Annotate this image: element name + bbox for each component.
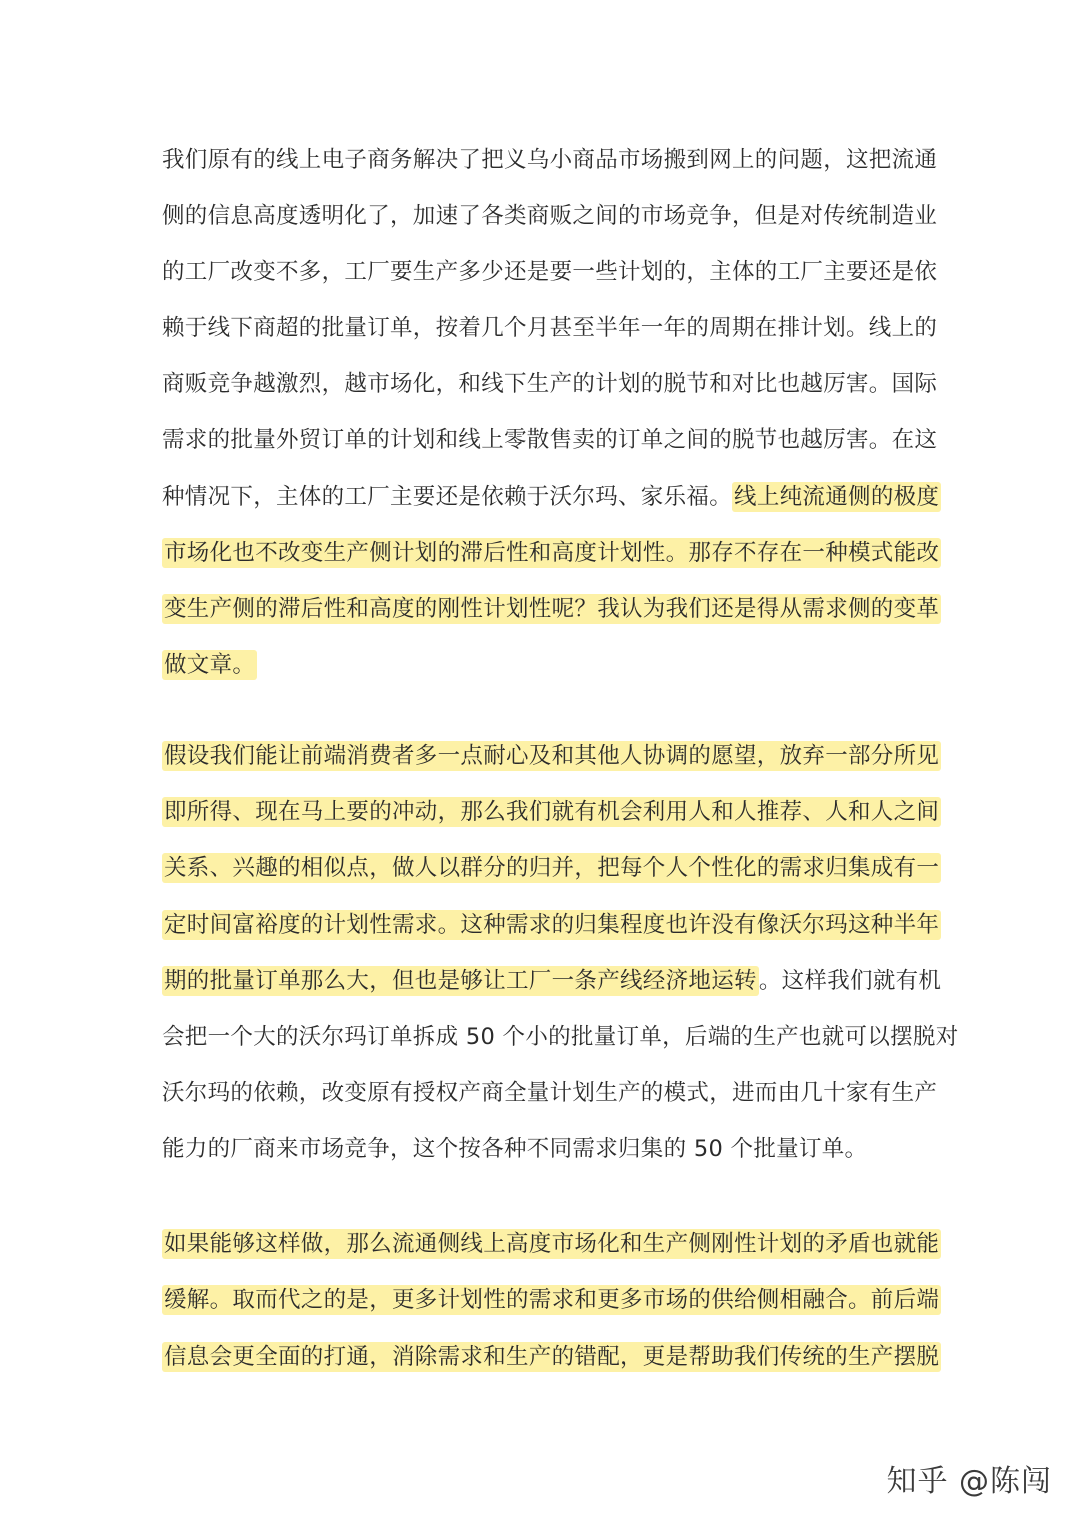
highlighted-text: 即所得、现在马上要的冲动，那么我们就有机会利用人和人推荐、人和人之间 — [164, 799, 940, 825]
paragraph-1-line-3: 的工厂改变不多，工厂要生产多少还是要一些计划的，主体的工厂主要还是依 — [162, 259, 938, 285]
paragraph-2-line-4 — [162, 905, 941, 945]
highlighted-text: 变生产侧的滞后性和高度的刚性计划性呢？我认为我们还是得从需求侧的变革 — [164, 596, 940, 622]
paragraph-1-line-1: 我们原有的线上电子商务解决了把义乌小商品市场搬到网上的问题，这把流通 — [162, 147, 938, 173]
paragraph-2-line-7: 沃尔玛的依赖，改变原有授权产商全量计划生产的模式，进而由几十家有生产 — [162, 1080, 938, 1106]
highlighted-text: 缓解。取而代之的是，更多计划性的需求和更多市场的供给侧相融合。前后端 — [164, 1287, 940, 1313]
zhihu-watermark: 知乎 @陈闯 — [886, 1464, 1052, 1499]
paragraph-1-line-5: 商贩竞争越激烈，越市场化，和线下生产的计划的脱节和对比也越厉害。国际 — [162, 371, 938, 397]
highlighted-text: 关系、兴趣的相似点，做人以群分的归并，把每个人个性化的需求归集成有一 — [164, 855, 940, 881]
highlighted-text: 线上纯流通侧的极度 — [734, 484, 940, 510]
paragraph-1-line-2: 侧的信息高度透明化了，加速了各类商贩之间的市场竞争，但是对传统制造业 — [162, 203, 938, 229]
paragraph-2-line-6: 会把一个大的沃尔玛订单拆成 50 个小的批量订单，后端的生产也就可以摆脱对 — [162, 1024, 959, 1050]
paragraph-2-line-5: 期的批量订单那么大，但也是够让工厂一条产线经济地运转。这样我们就有机 — [164, 968, 942, 994]
paragraph-3-line-2 — [162, 1280, 941, 1320]
paragraph-3-line-3 — [162, 1337, 941, 1377]
paragraph-1-line-7: 种情况下，主体的工厂主要还是依赖于沃尔玛、家乐福。线上纯流通侧的极度 — [162, 484, 940, 510]
highlighted-text: 市场化也不改变生产侧计划的滞后性和高度计划性。那存不存在一种模式能改 — [164, 540, 940, 566]
paragraph-2-line-8: 能力的厂商来市场竞争，这个按各种不同需求归集的 50 个批量订单。 — [162, 1136, 868, 1162]
highlighted-text: 定时间富裕度的计划性需求。这种需求的归集程度也许没有像沃尔玛这种半年 — [164, 912, 940, 938]
paragraph-2-line-2 — [162, 792, 941, 832]
paragraph-3-line-1 — [162, 1224, 941, 1264]
paragraph-1-line-6: 需求的批量外贸订单的计划和线上零散售卖的订单之间的脱节也越厉害。在这 — [162, 427, 938, 453]
highlighted-text: 期的批量订单那么大，但也是够让工厂一条产线经济地运转 — [164, 968, 757, 994]
highlighted-text: 如果能够这样做，那么流通侧线上高度市场化和生产侧刚性计划的矛盾也就能 — [164, 1231, 940, 1257]
highlighted-text: 做文章。 — [164, 652, 256, 678]
paragraph-2-line-1 — [162, 736, 941, 776]
paragraph-1-line-9 — [162, 589, 941, 629]
paragraph-1-line-8 — [162, 533, 941, 573]
paragraph-2-line-3 — [162, 848, 941, 888]
paragraph-1-line-4: 赖于线下商超的批量订单，按着几个月甚至半年一年的周期在排计划。线上的 — [162, 315, 938, 341]
highlighted-text: 信息会更全面的打通，消除需求和生产的错配，更是帮助我们传统的生产摆脱 — [164, 1344, 940, 1370]
paragraph-1-line-10 — [162, 645, 257, 685]
highlighted-text: 假设我们能让前端消费者多一点耐心及和其他人协调的愿望，放弃一部分所见 — [164, 743, 940, 769]
